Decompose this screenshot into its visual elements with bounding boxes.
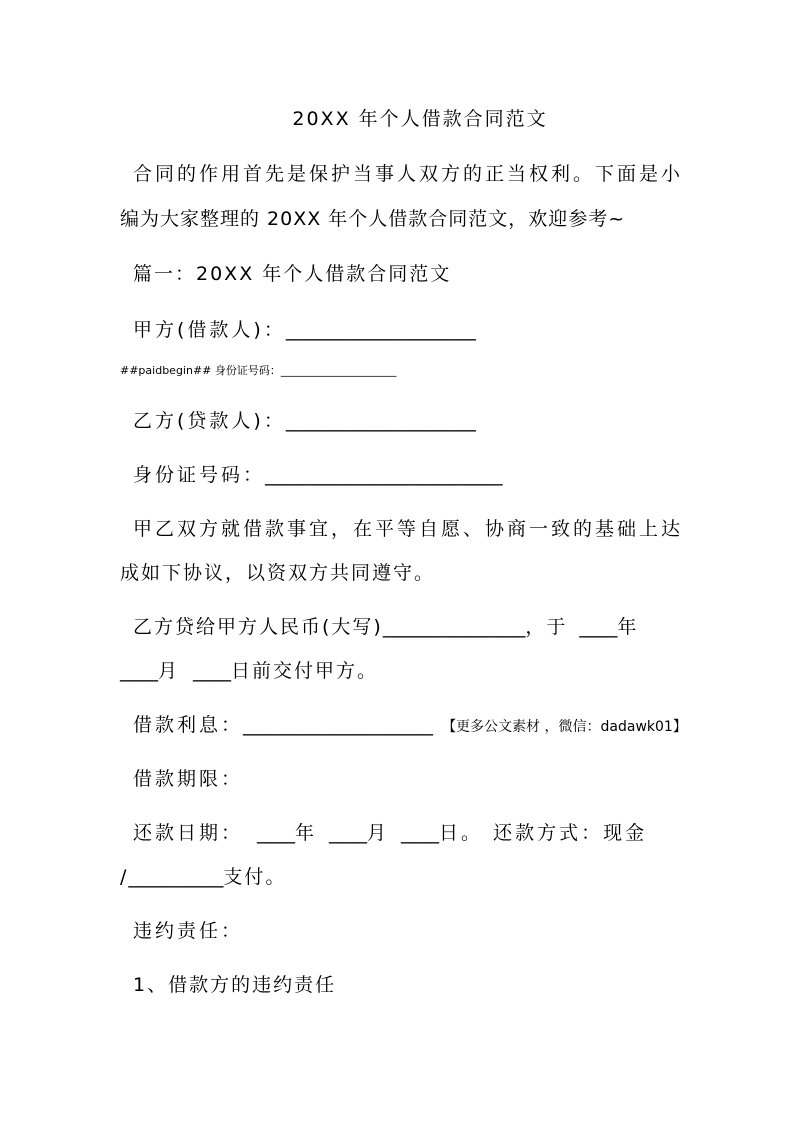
interest-line — [133, 710, 687, 737]
loan-line-1 — [133, 612, 638, 639]
repay-month-label: 月 — [367, 822, 390, 844]
paid-marker-blank: _____________________ — [280, 364, 397, 377]
loan-amount-blank: _______________ — [382, 616, 526, 638]
repay-line-1 — [133, 818, 647, 845]
repay-line-2 — [120, 862, 286, 889]
document-title: 20XX 年个人借款合同范文 — [292, 108, 548, 130]
repay-year-blank: ____ — [257, 822, 296, 844]
repay-month-blank: ____ — [329, 822, 368, 844]
section-heading: 篇一：20XX 年个人借款合同范文 — [133, 263, 452, 285]
interest-blank: ____________________ — [243, 714, 434, 736]
loan-day-label: 日前交付甲方。 — [231, 660, 379, 682]
repay-method-label: 还款方式：现金 — [493, 822, 648, 844]
intro-line-1: 合同的作用首先是保护当事人双方的正当权利。下面是小 — [133, 163, 684, 185]
loan-line-2 — [120, 656, 378, 683]
id-number-line — [133, 460, 503, 487]
loan-amount-label: 乙方贷给甲方人民币(大写) — [133, 616, 383, 638]
loan-month-label: 月 — [158, 660, 180, 682]
loan-month-blank: ____ — [120, 660, 158, 682]
interest-label: 借款利息： — [133, 714, 244, 736]
repay-method-blank: __________ — [128, 866, 224, 888]
repay-day-blank: ____ — [401, 822, 440, 844]
party-a-label: 甲方(借款人)： — [133, 319, 286, 341]
agreement-line-1: 甲乙双方就借款事宜，在平等自愿、协商一致的基础上达 — [133, 518, 684, 540]
repay-year-label: 年 — [295, 822, 318, 844]
loan-on-label: ，于 — [525, 616, 568, 638]
promo-note: 【更多公文素材 ，微信：dadawk01】 — [442, 719, 687, 735]
agreement-line-2: 成如下协议，以资双方共同遵守。 — [120, 562, 436, 584]
term-label: 借款期限： — [133, 768, 244, 790]
paid-marker-line — [120, 362, 396, 378]
id-number-label: 身份证号码： — [133, 464, 266, 486]
loan-year-blank: ____ — [579, 616, 618, 638]
repay-method-end: 支付。 — [223, 866, 287, 888]
party-a-blank: ____________________ — [285, 319, 476, 341]
breach-item-1: 1、借款方的违约责任 — [133, 974, 337, 996]
loan-day-blank: ____ — [193, 660, 232, 682]
breach-label: 违约责任： — [133, 920, 244, 942]
repay-method-slash: / — [120, 866, 129, 888]
intro-line-2: 编为大家整理的 20XX 年个人借款合同范文，欢迎参考~ — [120, 208, 626, 230]
party-b-blank: ____________________ — [285, 410, 476, 432]
party-b-label: 乙方(贷款人)： — [133, 410, 286, 432]
repay-date-label: 还款日期： — [133, 822, 244, 844]
id-number-blank: _________________________ — [265, 464, 503, 486]
paid-marker-text: ##paidbegin## 身份证号码： — [120, 364, 281, 377]
party-a-line — [133, 315, 476, 342]
repay-day-label: 日。 — [439, 822, 484, 844]
party-b-line — [133, 406, 476, 433]
loan-year-label: 年 — [617, 616, 639, 638]
